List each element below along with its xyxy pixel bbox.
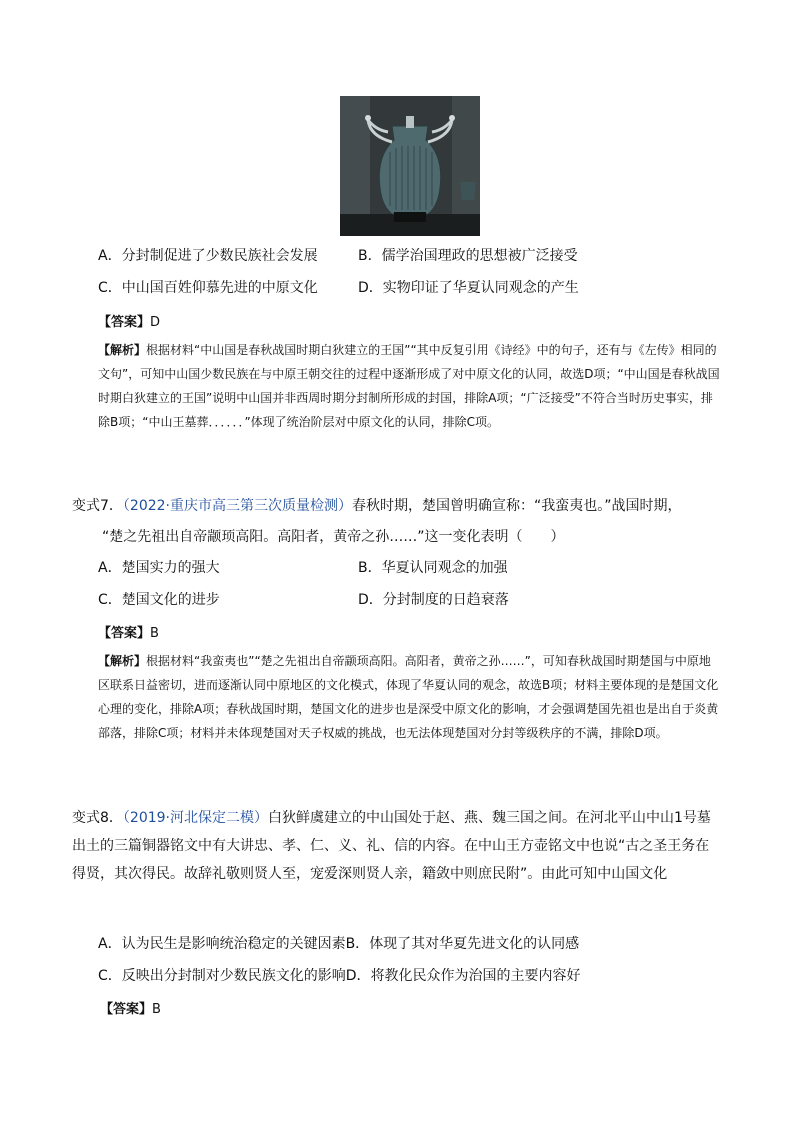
option-text: 分封制度的日趋衰落 <box>382 592 509 608</box>
option-text: 实物印证了华夏认同观念的产生 <box>382 280 579 296</box>
option-text: 分封制促进了少数民族社会发展 <box>121 248 318 264</box>
bronze-vessel-illustration <box>340 96 480 236</box>
q7-stem-line1 <box>72 495 682 517</box>
question-source: （2019·河北保定二模） <box>122 810 269 826</box>
q7-option-b <box>358 558 508 578</box>
question-label: 变式7． <box>72 498 123 514</box>
question-label: 变式8． <box>72 810 123 826</box>
q8-option-c <box>98 966 581 986</box>
answer-value: B <box>152 1002 161 1017</box>
option-text: 反映出分封制对少数民族文化的影响 <box>121 968 346 984</box>
option-letter: B． <box>358 248 382 264</box>
option-letter: B． <box>345 936 370 952</box>
option-letter: D． <box>358 592 383 608</box>
option-letter: A． <box>98 248 122 264</box>
q6-answer <box>98 311 160 330</box>
q7-stem-line2: “楚之先祖出自帝颛顼高阳。高阳者，黄帝之孙……”这一变化表明（ ） <box>102 529 565 545</box>
option-letter: D． <box>358 280 383 296</box>
analysis-label: 【解析】 <box>98 343 147 357</box>
analysis-text: 根据材料“我蛮夷也”“楚之先祖出自帝颛顼高阳。高阳者，黄帝之孙……”，可知春秋战国时期楚国与中原地区联系日益密切，进而逐渐认同中原地区的文化模式，体现了华夏认同的观念，故选B项；材料主要体现的是楚国文化心理的变化，排除A项；春秋战国时期，楚国文化的进步也是深受中原文化的影响，才会强调楚国先祖也是出自于炎黄部落，排除C项；材料并未体现楚国对天子权威的挑战，也无法体现楚国对分封等级秩序的不满，排除D项。 <box>98 654 719 740</box>
answer-value: D <box>150 315 161 330</box>
question-stem: 白狄鲜虞建立的中山国处于赵、燕、魏三国之间。在河北平山中山1号墓出土的三篇铜器铭文中有大讲忠、孝、仁、义、礼、信的内容。在中山王方壶铭文中也说“古之圣王务在得贤，其次得民。故辞礼敬则贤人至，宠爱深则贤人亲，籍敛中则庶民附”。由此可知中山国文化 <box>72 810 711 882</box>
option-text: 中山国百姓仰慕先进的中原文化 <box>121 280 318 296</box>
q6-option-d <box>358 278 579 298</box>
answer-value: B <box>150 626 159 641</box>
option-letter: C． <box>98 592 122 608</box>
option-letter: B． <box>358 560 382 576</box>
q6-option-a <box>98 246 318 266</box>
q6-option-c <box>98 278 318 298</box>
q8-option-a <box>98 934 579 954</box>
q8-stem <box>72 804 722 888</box>
option-letter: C． <box>98 968 122 984</box>
q7-option-d <box>358 590 509 610</box>
q8-answer <box>100 998 161 1017</box>
option-letter: D． <box>345 968 371 984</box>
option-text: 儒学治国理政的思想被广泛接受 <box>381 248 578 264</box>
analysis-text: 根据材料“中山国是春秋战国时期白狄建立的王国”“其中反复引用《诗经》中的句子，还有与《左传》相同的文句”，可知中山国少数民族在与中原王朝交往的过程中逐渐形成了对中原文化的认同，故选D项；“中山国是春秋战国时期白狄建立的王国”说明中山国并非西周时期分封制所形成的封国，排除A项；“广泛接受”不符合当时历史事实，排除B项；“中山王墓葬．．．．．．”体现了统治阶层对中原文化的认同，排除C项。 <box>98 343 720 429</box>
answer-label: 【答案】 <box>98 315 151 330</box>
option-letter: C． <box>98 280 122 296</box>
option-letter: A． <box>98 560 122 576</box>
analysis-label: 【解析】 <box>98 654 147 668</box>
q6-option-b <box>358 246 578 266</box>
q6-analysis <box>98 338 720 434</box>
q7-option-a <box>98 558 220 578</box>
option-text: 将教化民众作为治国的主要内容好 <box>370 968 581 984</box>
option-text: 华夏认同观念的加强 <box>381 560 508 576</box>
option-text: 楚国文化的进步 <box>121 592 220 608</box>
option-text: 体现了其对华夏先进文化的认同感 <box>369 936 580 952</box>
answer-label: 【答案】 <box>100 1002 153 1017</box>
q7-option-c <box>98 590 220 610</box>
option-text: 认为民生是影响统治稳定的关键因素 <box>121 936 346 952</box>
option-letter: A． <box>98 936 122 952</box>
q7-analysis <box>98 649 720 745</box>
question-source: （2022·重庆市高三第三次质量检测） <box>122 498 353 514</box>
question-stem: 春秋时期，楚国曾明确宣称：“我蛮夷也。”战国时期， <box>352 498 682 514</box>
answer-label: 【答案】 <box>98 626 151 641</box>
bronze-vessel-photo <box>340 96 480 236</box>
q7-answer <box>98 622 159 641</box>
option-text: 楚国实力的强大 <box>121 560 220 576</box>
